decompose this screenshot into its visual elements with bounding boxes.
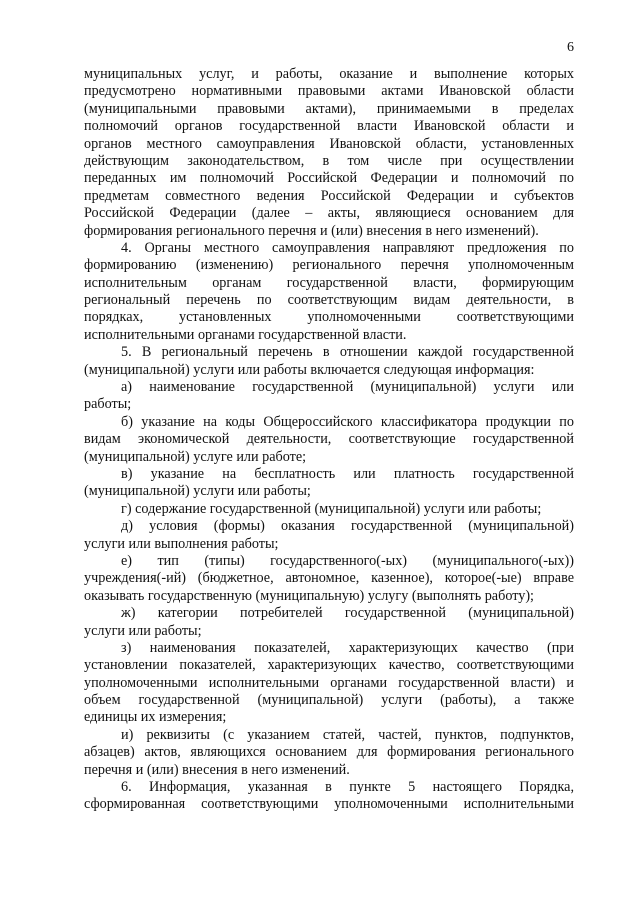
text-line: 6. Информация, указанная в пункте 5 настоящего Порядка, (121, 779, 574, 796)
text-line: (муниципальной) услуги или работы включается следующая информация: (84, 361, 535, 378)
text-line: а) наименование государственной (муниципальной) услуги или (121, 379, 574, 396)
text-line: абзацев) актов, являющихся основанием для формирования регионального (84, 744, 574, 761)
text-line: д) условия (формы) оказания государственной (муниципальной) (121, 518, 574, 535)
text-line: е) тип (типы) государственного(-ых) (муниципального(-ых)) (121, 552, 574, 569)
text-line: порядках, установленных уполномоченными соответствующими (84, 309, 574, 326)
text-line: региональный перечень по соответствующим видам деятельности, в (84, 292, 574, 309)
text-line: работы; (84, 396, 132, 413)
text-line: г) содержание государственной (муниципальной) услуги или работы; (121, 500, 542, 517)
text-line: услуги или выполнения работы; (84, 535, 279, 552)
text-line: исполнительными органами государственной власти. (84, 326, 407, 343)
text-line: (муниципальной) услуги или работы; (84, 483, 311, 500)
text-line: установлении показателей, характеризующих качество, соответствующими (84, 657, 574, 674)
text-line: действующим законодательством, в том числе при осуществлении (84, 152, 574, 169)
text-line: ж) категории потребителей государственной (муниципальной) (121, 605, 574, 622)
text-line: формированию (изменению) регионального перечня уполномоченным (84, 257, 574, 274)
document-body (84, 66, 574, 814)
text-line: единицы их измерения; (84, 709, 227, 726)
text-line: полномочий органов государственной власти Ивановской области и (84, 118, 574, 135)
text-line: предметам совместного ведения Российской Федерации и субъектов (84, 187, 574, 204)
text-line: з) наименования показателей, характеризующих качество (при (121, 639, 574, 656)
text-line: формирования регионального перечня и (или) внесения в него изменений). (84, 222, 539, 239)
text-line: уполномоченными исполнительными органами государственной власти) и (84, 674, 574, 691)
text-line: перечня и (или) внесения в него изменений. (84, 761, 350, 778)
text-line: 5. В региональный перечень в отношении каждой государственной (121, 344, 574, 361)
text-line: б) указание на коды Общероссийского классификатора продукции по (121, 413, 574, 430)
text-line: услуги или работы; (84, 622, 202, 639)
text-line: исполнительным органам государственной власти, формирующим (84, 274, 574, 291)
text-line: муниципальных услуг, и работы, оказание и выполнение которых (84, 66, 574, 82)
text-line: (муниципальными правовыми актами), принимаемыми в пределах (84, 100, 574, 117)
text-line: (муниципальной) услуге или работе; (84, 448, 307, 465)
text-line: объем государственной (муниципальной) услуги (работы), а также (84, 692, 574, 709)
page-number: 6 (567, 40, 574, 55)
text-line: предусмотрено нормативными правовыми актами Ивановской области (84, 83, 574, 100)
text-line: Российской Федерации (далее – акты, являющиеся основанием для (84, 205, 574, 222)
text-line: в) указание на бесплатность или платность государственной (121, 465, 574, 482)
text-line: 4. Органы местного самоуправления направляют предложения по (121, 239, 574, 256)
text-line: учреждения(-ий) (бюджетное, автономное, казенное), которое(-ые) вправе (84, 570, 574, 587)
text-line: видам экономической деятельности, соответствующие государственной (84, 431, 574, 448)
text-line: переданных им полномочий Российской Федерации и полномочий по (84, 170, 574, 187)
text-line: оказывать государственную (муниципальную) услугу (выполнять работу); (84, 587, 535, 604)
text-line: органов местного самоуправления Ивановской области, установленных (84, 135, 574, 152)
text-line: и) реквизиты (с указанием статей, частей, пунктов, подпунктов, (121, 726, 574, 743)
text-line: сформированная соответствующими уполномоченными исполнительными (84, 796, 574, 813)
